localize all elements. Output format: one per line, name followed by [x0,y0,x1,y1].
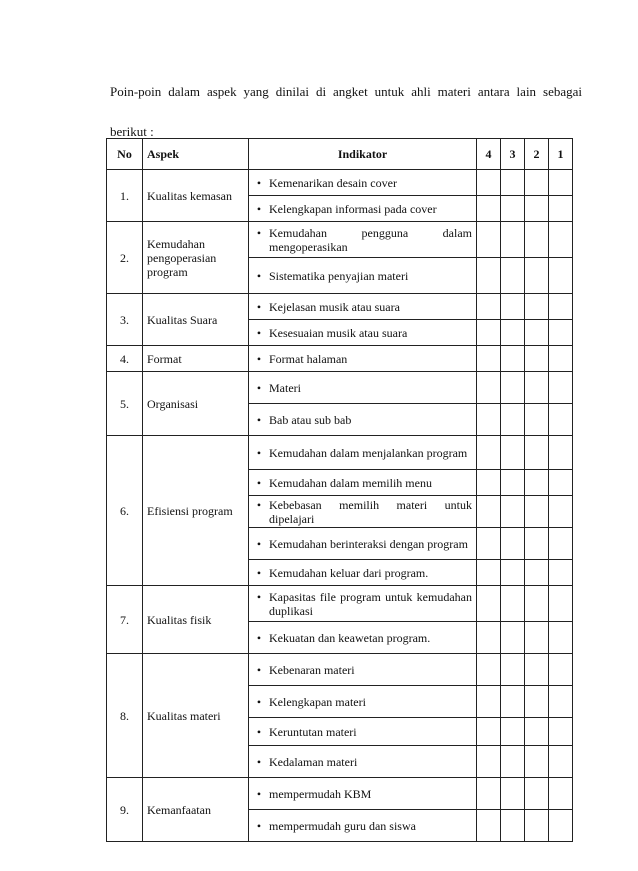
table-row [107,346,573,372]
score-cell-3[interactable] [501,528,525,560]
score-cell-2[interactable] [525,560,549,586]
score-cell-2[interactable] [525,294,549,320]
indikator-cell [249,294,477,320]
score-cell-3[interactable] [501,654,525,686]
score-cell-3[interactable] [501,810,525,842]
score-cell-1[interactable] [549,746,573,778]
indikator-text: Kemudahan dalam menjalankan program [269,445,468,460]
score-cell-1[interactable] [549,372,573,404]
indikator-text: Kemudahan berinteraksi dengan program [269,536,468,551]
score-cell-1[interactable] [549,778,573,810]
score-cell-3[interactable] [501,196,525,222]
header-score-4: 4 [477,139,501,170]
bullet-icon: • [256,351,262,366]
table-row [107,372,573,404]
header-row [107,139,573,170]
indikator-text: Bab atau sub bab [269,412,352,427]
bullet-icon: • [256,662,262,677]
indikator-text: Kejelasan musik atau suara [269,299,400,314]
score-cell-3[interactable] [501,404,525,436]
row-number: 9. [107,778,143,842]
score-cell-2[interactable] [525,528,549,560]
score-cell-4[interactable] [477,170,501,196]
score-cell-3[interactable] [501,372,525,404]
indikator-cell [249,560,477,586]
indikator-cell [249,496,477,528]
score-cell-2[interactable] [525,718,549,746]
indikator-text: Kemudahan dalam memilih menu [269,475,432,490]
indikator-text: Kesesuaian musik atau suara [269,325,408,340]
score-cell-4[interactable] [477,686,501,718]
score-cell-2[interactable] [525,170,549,196]
bullet-icon: • [256,818,262,833]
row-number: 6. [107,436,143,586]
score-cell-3[interactable] [501,746,525,778]
bullet-icon: • [256,380,262,395]
aspek-cell: Organisasi [143,372,249,436]
indikator-cell [249,170,477,196]
table-row [107,778,573,810]
score-cell-4[interactable] [477,496,501,528]
indikator-text: Sistematika penyajian materi [269,268,409,283]
score-cell-4[interactable] [477,718,501,746]
aspek-cell: Kualitas fisik [143,586,249,654]
score-cell-3[interactable] [501,586,525,622]
indikator-cell [249,372,477,404]
indikator-cell [249,196,477,222]
indikator-cell [249,746,477,778]
score-cell-4[interactable] [477,196,501,222]
score-cell-3[interactable] [501,320,525,346]
score-cell-4[interactable] [477,436,501,470]
score-cell-1[interactable] [549,586,573,622]
score-cell-1[interactable] [549,346,573,372]
score-cell-3[interactable] [501,470,525,496]
bullet-icon: • [256,536,262,551]
bullet-icon: • [256,724,262,739]
score-cell-3[interactable] [501,258,525,294]
score-cell-2[interactable] [525,810,549,842]
score-cell-4[interactable] [477,810,501,842]
score-cell-4[interactable] [477,346,501,372]
header-no: No [107,139,143,170]
indikator-text: Keruntutan materi [269,724,357,739]
row-number: 7. [107,586,143,654]
score-cell-3[interactable] [501,560,525,586]
score-cell-2[interactable] [525,470,549,496]
aspek-cell: Efisiensi program [143,436,249,586]
indikator-cell [249,586,477,622]
bullet-icon: • [256,201,262,216]
indikator-cell [249,810,477,842]
indikator-text: Kebebasan memilih materi untuk dipelajari [269,497,472,526]
score-cell-4[interactable] [477,222,501,258]
header-aspek: Aspek [143,139,249,170]
score-cell-2[interactable] [525,404,549,436]
row-number: 2. [107,222,143,294]
score-cell-3[interactable] [501,346,525,372]
assessment-table [106,138,573,842]
score-cell-4[interactable] [477,560,501,586]
score-cell-4[interactable] [477,258,501,294]
aspek-cell: Kualitas materi [143,654,249,778]
score-cell-4[interactable] [477,528,501,560]
score-cell-1[interactable] [549,528,573,560]
table-row [107,654,573,686]
indikator-cell [249,528,477,560]
table-row [107,436,573,470]
score-cell-1[interactable] [549,470,573,496]
indikator-text: Kebenaran materi [269,662,355,677]
bullet-icon: • [256,412,262,427]
table-row [107,170,573,196]
indikator-text: Kemudahan keluar dari program. [269,565,429,580]
score-cell-2[interactable] [525,622,549,654]
aspek-cell: Kemudahan pengoperasian program [143,222,249,294]
header-score-1: 1 [549,139,573,170]
row-number: 3. [107,294,143,346]
score-cell-2[interactable] [525,654,549,686]
score-cell-2[interactable] [525,222,549,258]
bullet-icon: • [256,225,262,240]
score-cell-1[interactable] [549,686,573,718]
bullet-icon: • [256,630,262,645]
score-cell-4[interactable] [477,320,501,346]
score-cell-2[interactable] [525,196,549,222]
indikator-cell [249,470,477,496]
bullet-icon: • [256,786,262,801]
row-number: 5. [107,372,143,436]
score-cell-1[interactable] [549,404,573,436]
indikator-cell [249,686,477,718]
header-score-3: 3 [501,139,525,170]
score-cell-1[interactable] [549,320,573,346]
indikator-cell [249,346,477,372]
score-cell-3[interactable] [501,718,525,746]
indikator-cell [249,404,477,436]
score-cell-3[interactable] [501,778,525,810]
bullet-icon: • [256,268,262,283]
score-cell-2[interactable] [525,496,549,528]
score-cell-3[interactable] [501,294,525,320]
table-row [107,586,573,622]
score-cell-1[interactable] [549,654,573,686]
score-cell-1[interactable] [549,170,573,196]
aspek-cell: Kualitas Suara [143,294,249,346]
score-cell-3[interactable] [501,686,525,718]
score-cell-1[interactable] [549,810,573,842]
score-cell-2[interactable] [525,258,549,294]
score-cell-3[interactable] [501,436,525,470]
indikator-cell [249,436,477,470]
indikator-cell [249,258,477,294]
score-cell-2[interactable] [525,586,549,622]
score-cell-1[interactable] [549,560,573,586]
score-cell-2[interactable] [525,372,549,404]
intro-line-2: berikut : [110,124,154,139]
bullet-icon: • [256,694,262,709]
bullet-icon: • [256,299,262,314]
row-number: 4. [107,346,143,372]
header-score-2: 2 [525,139,549,170]
indikator-text: Kelengkapan materi [269,694,366,709]
indikator-text: Kemudahan pengguna dalam mengoperasikan [269,225,472,254]
score-cell-2[interactable] [525,778,549,810]
indikator-text: Format halaman [269,351,348,366]
score-cell-1[interactable] [549,436,573,470]
indikator-cell [249,320,477,346]
intro-line-1: Poin-poin dalam aspek yang dinilai di angket untuk ahli materi antara lain sebagai [110,84,582,99]
bullet-icon: • [256,475,262,490]
score-cell-2[interactable] [525,346,549,372]
bullet-icon: • [256,497,262,512]
indikator-text: Materi [269,380,301,395]
score-cell-1[interactable] [549,196,573,222]
aspek-cell: Kemanfaatan [143,778,249,842]
indikator-text: Kelengkapan informasi pada cover [269,201,437,216]
score-cell-1[interactable] [549,258,573,294]
score-cell-4[interactable] [477,622,501,654]
score-cell-3[interactable] [501,622,525,654]
score-cell-4[interactable] [477,746,501,778]
score-cell-1[interactable] [549,718,573,746]
bullet-icon: • [256,754,262,769]
header-indikator: Indikator [249,139,477,170]
score-cell-4[interactable] [477,586,501,622]
table-row [107,222,573,258]
bullet-icon: • [256,445,262,460]
table-row [107,294,573,320]
score-cell-4[interactable] [477,654,501,686]
indikator-cell [249,222,477,258]
score-cell-4[interactable] [477,372,501,404]
score-cell-3[interactable] [501,496,525,528]
score-cell-2[interactable] [525,686,549,718]
indikator-cell [249,718,477,746]
score-cell-4[interactable] [477,294,501,320]
score-cell-4[interactable] [477,404,501,436]
bullet-icon: • [256,565,262,580]
aspek-cell: Kualitas kemasan [143,170,249,222]
indikator-text: Kekuatan dan keawetan program. [269,630,431,645]
indikator-text: Kemenarikan desain cover [269,175,397,190]
indikator-cell [249,654,477,686]
bullet-icon: • [256,175,262,190]
score-cell-4[interactable] [477,470,501,496]
score-cell-1[interactable] [549,496,573,528]
bullet-icon: • [256,589,262,604]
score-cell-3[interactable] [501,170,525,196]
indikator-cell [249,622,477,654]
indikator-text: Kedalaman materi [269,754,358,769]
score-cell-1[interactable] [549,294,573,320]
indikator-text: mempermudah guru dan siswa [269,818,416,833]
score-cell-4[interactable] [477,778,501,810]
score-cell-1[interactable] [549,222,573,258]
row-number: 1. [107,170,143,222]
row-number: 8. [107,654,143,778]
bullet-icon: • [256,325,262,340]
score-cell-2[interactable] [525,746,549,778]
score-cell-2[interactable] [525,320,549,346]
indikator-cell [249,778,477,810]
score-cell-2[interactable] [525,436,549,470]
aspek-cell: Format [143,346,249,372]
indikator-text: Kapasitas file program untuk kemudahan duplikasi [269,589,472,618]
indikator-text: mempermudah KBM [269,786,372,801]
score-cell-3[interactable] [501,222,525,258]
score-cell-1[interactable] [549,622,573,654]
